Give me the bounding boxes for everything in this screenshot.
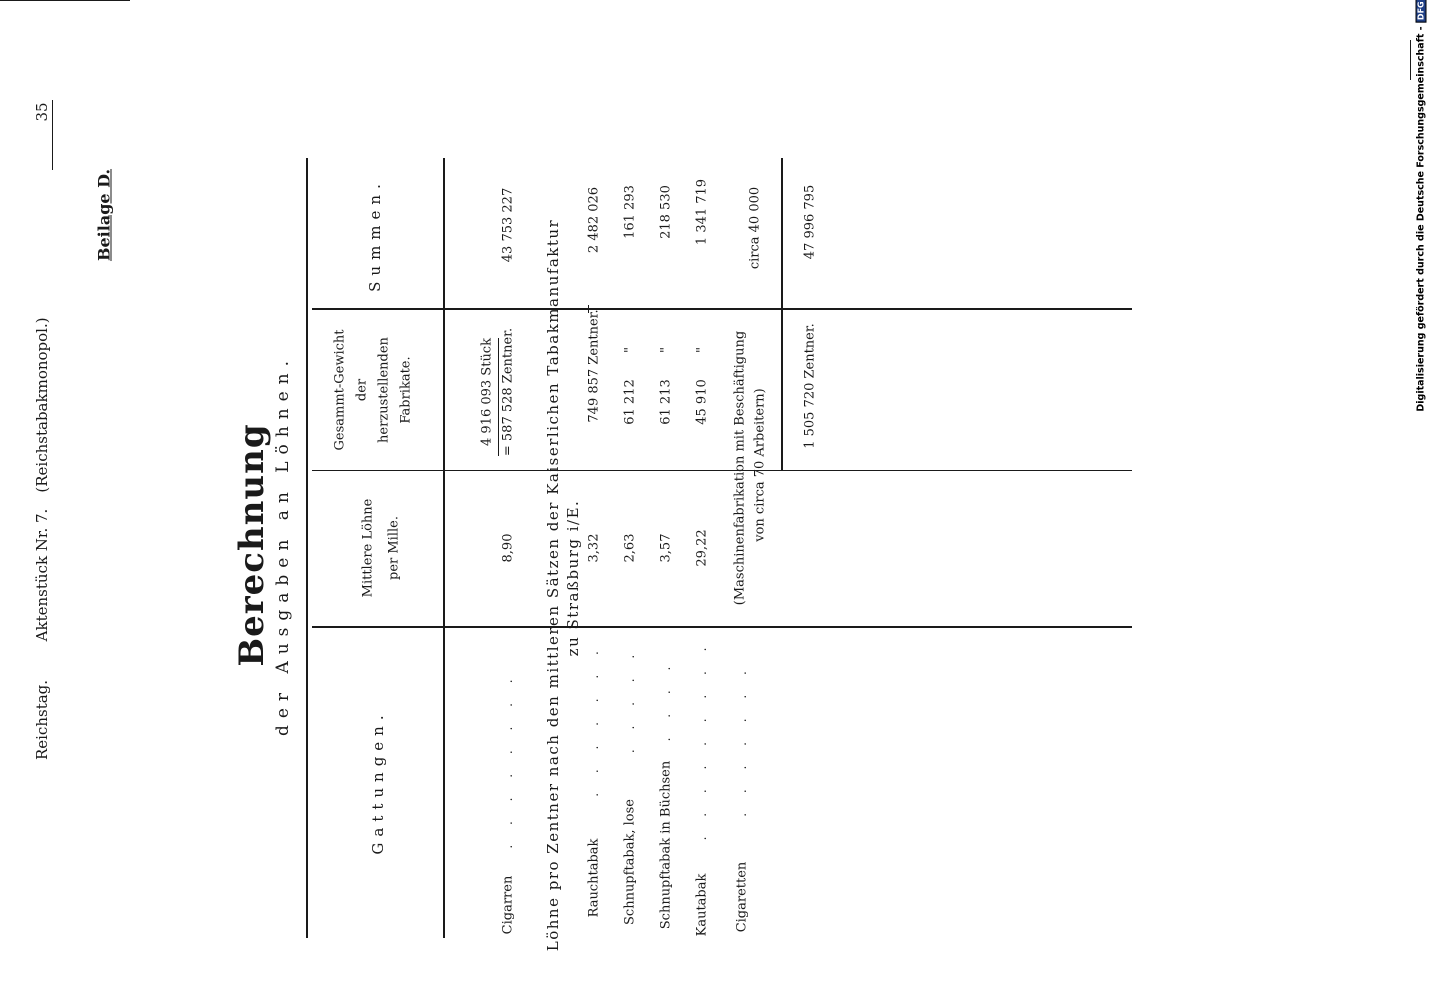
row-schnupf-lose-leader: . . . . . [623,646,637,754]
total-gewicht: 1 505 720 Zentner. [802,323,818,449]
row-cigaretten-note-2: von circa 70 Arbeitern) [752,388,768,542]
fraction-rule [498,338,499,456]
col-header-gewicht-1: Gesammt-Gewicht [332,329,348,451]
col-header-summen: Summen. [366,178,384,292]
col-header-loehne-1: Mittlere Löhne [360,498,376,598]
row-schnupf-lose-name: Schnupftabak, lose [622,799,638,925]
row-schnupf-buechsen-leader: . . . . [659,658,673,742]
col-header-loehne-2: per Mille. [386,516,402,580]
total-rule [781,158,783,470]
row-schnupf-lose-summe: 161 293 [622,185,638,239]
dfg-credit-text: Digitalisierung gefördert durch die Deutsche Forschungsgemeinschaft - [1415,26,1427,412]
dfg-credit [1416,0,1427,412]
page-title: Berechnung [232,423,272,667]
row-kautabak-ditto: " [694,347,710,353]
scan-mark-top [0,0,130,1]
page-number: 35 [33,102,51,122]
row-cigarren-stueck: 4 916 093 Stück [479,338,495,446]
row-cigarren-lohn: 8,90 [500,533,516,563]
row-cigarren-name: Cigarren [500,875,516,935]
row-cigarren-zentner: = 587 528 Zentner. [500,327,516,457]
row-kautabak-summe: 1 341 719 [694,178,710,246]
row-rauchtabak-leader: . . . . . . . [587,643,601,797]
section-heading-1: Löhne pro Zentner nach den mittleren Sätzen der Kaiserlichen Tabakmanufaktur [544,218,562,952]
header-rule [52,100,53,170]
col-header-gewicht-2: der [354,378,370,402]
row-schnupf-buechsen-summe: 218 530 [658,185,674,239]
row-cigaretten-name: Cigaretten [734,861,750,933]
row-kautabak-gewicht: 45 910 [694,379,710,425]
row-kautabak-name: Kautabak [694,873,710,937]
table-left-border [306,158,308,938]
col-rule-loehne [312,470,1132,471]
row-rauchtabak-lohn: 3,32 [586,533,602,563]
row-kautabak-lohn: 29,22 [694,529,710,567]
col-header-gewicht-3: herzustellenden [376,337,392,443]
row-kautabak-leader: . . . . . . . . . [695,639,709,841]
row-schnupf-lose-ditto: " [622,347,638,353]
beilage-label: Beilage D. [94,168,114,262]
header-aktenstueck: Aktenstück Nr. 7. [33,508,51,642]
dfg-logo-icon: DFG [1416,0,1427,23]
row-schnupf-buechsen-name: Schnupftabak in Büchsen [658,760,674,930]
row-schnupf-lose-gewicht: 61 212 [622,379,638,425]
header-reichstag: Reichstag. [33,679,51,761]
col-rule-gattungen [312,626,1132,628]
row-schnupf-buechsen-gewicht: 61 213 [658,379,674,425]
row-cigaretten-note-1: (Maschinenfabrikation mit Beschäftigung [732,330,748,606]
col-header-gattungen: Gattungen. [369,709,387,855]
section-heading-2: zu Straßburg i/E. [564,499,582,657]
row-rauchtabak-summe: 2 482 026 [586,186,602,254]
row-cigaretten-summe: circa 40 000 [747,186,763,270]
col-header-gewicht-4: Fabrikate. [398,356,414,424]
row-schnupf-lose-lohn: 2,63 [622,533,638,563]
page-subtitle: der Ausgaben an Löhnen. [273,353,293,737]
row-cigarren-summe: 43 753 227 [500,187,516,263]
total-summe: 47 996 795 [802,184,818,260]
col-rule-gewicht [312,308,1132,310]
row-cigarren-leader: . . . . . . . . [501,671,515,849]
row-rauchtabak-name: Rauchtabak [586,838,602,918]
row-schnupf-buechsen-ditto: " [658,347,674,353]
header-monopol: (Reichstabakmonopol.) [33,317,51,493]
row-cigaretten-leader: . . . . . . . [735,663,749,817]
scan-mark-right [1410,40,1411,80]
header-bottom-rule-left [443,158,445,938]
row-rauchtabak-gewicht: 749 857 Zentner. [586,309,602,423]
row-schnupf-buechsen-lohn: 3,57 [658,533,674,563]
